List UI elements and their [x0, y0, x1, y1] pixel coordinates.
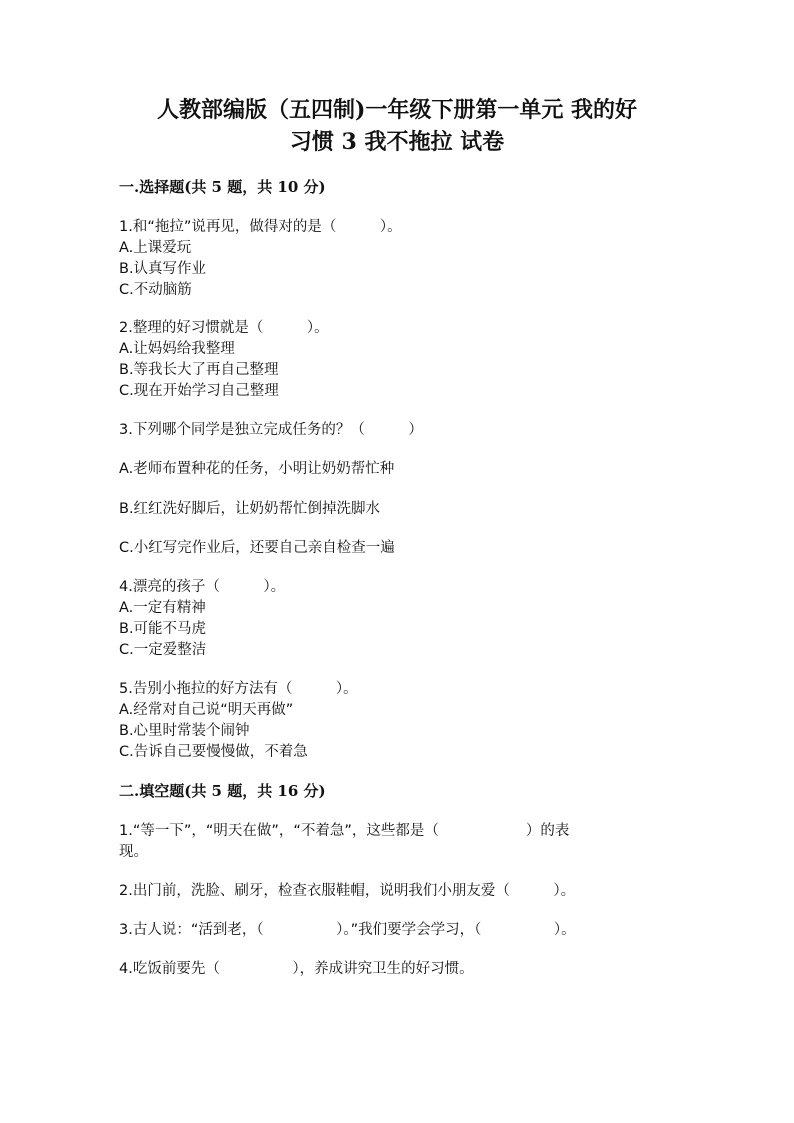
- question-line: 2.出门前，洗脸、刷牙，检查衣服鞋帽，说明我们小朋友爱（ ）。: [119, 883, 576, 899]
- option-b: B.红红洗好脚后，让奶奶帮忙倒掉洗脚水: [119, 501, 381, 517]
- option-a: A.上课爱玩: [119, 240, 192, 256]
- page-title-line-1: 人教部编版（五四制)一年级下册第一单元 我的好: [156, 97, 638, 123]
- option-a: A.老师布置种花的任务，小明让奶奶帮忙种: [119, 461, 395, 477]
- option-c: C.告诉自己要慢慢做，不着急: [119, 744, 308, 760]
- question-stem: 1.和“拖拉”说再见，做得对的是（ ）。: [119, 219, 402, 235]
- option-b: B.认真写作业: [119, 261, 207, 277]
- question-line: 现。: [119, 844, 148, 860]
- question-line: 4.吃饭前要先（ ），养成讲究卫生的好习惯。: [119, 961, 474, 977]
- option-c: C.一定爱整洁: [119, 642, 207, 658]
- option-a: A.让妈妈给我整理: [119, 341, 235, 357]
- page-title: [100, 94, 694, 158]
- option-a: A.经常对自己说“明天再做”: [119, 702, 294, 718]
- option-b: B.等我长大了再自己整理: [119, 362, 279, 378]
- question-line: 1.“等一下”，“明天在做”，“不着急”，这些都是（ ）的表: [119, 823, 570, 839]
- section-choice-title: 一.选择题(共 5 题，共 10 分): [119, 178, 326, 196]
- question-line: 3.古人说：“活到老，（ ）。”我们要学会学习，（ ）。: [119, 922, 576, 938]
- question-stem: 4.漂亮的孩子（ ）。: [119, 579, 286, 595]
- option-c: C.小红写完作业后，还要自己亲自检查一遍: [119, 540, 395, 556]
- option-c: C.现在开始学习自己整理: [119, 383, 279, 399]
- option-b: B.可能不马虎: [119, 621, 207, 637]
- option-a: A.一定有精神: [119, 600, 206, 616]
- option-b: B.心里时常装个闹钟: [119, 723, 250, 739]
- question-stem: 5.告别小拖拉的好方法有（ ）。: [119, 681, 358, 697]
- option-c: C.不动脑筋: [119, 282, 192, 298]
- section-fill-blank-title: 二.填空题(共 5 题，共 16 分): [119, 782, 326, 800]
- question-stem: 2.整理的好习惯就是（ ）。: [119, 320, 329, 336]
- question-stem: 3.下列哪个同学是独立完成任务的？（ ）: [119, 422, 423, 438]
- page-title-line-2: 习惯 3 我不拖拉 试卷: [289, 129, 505, 155]
